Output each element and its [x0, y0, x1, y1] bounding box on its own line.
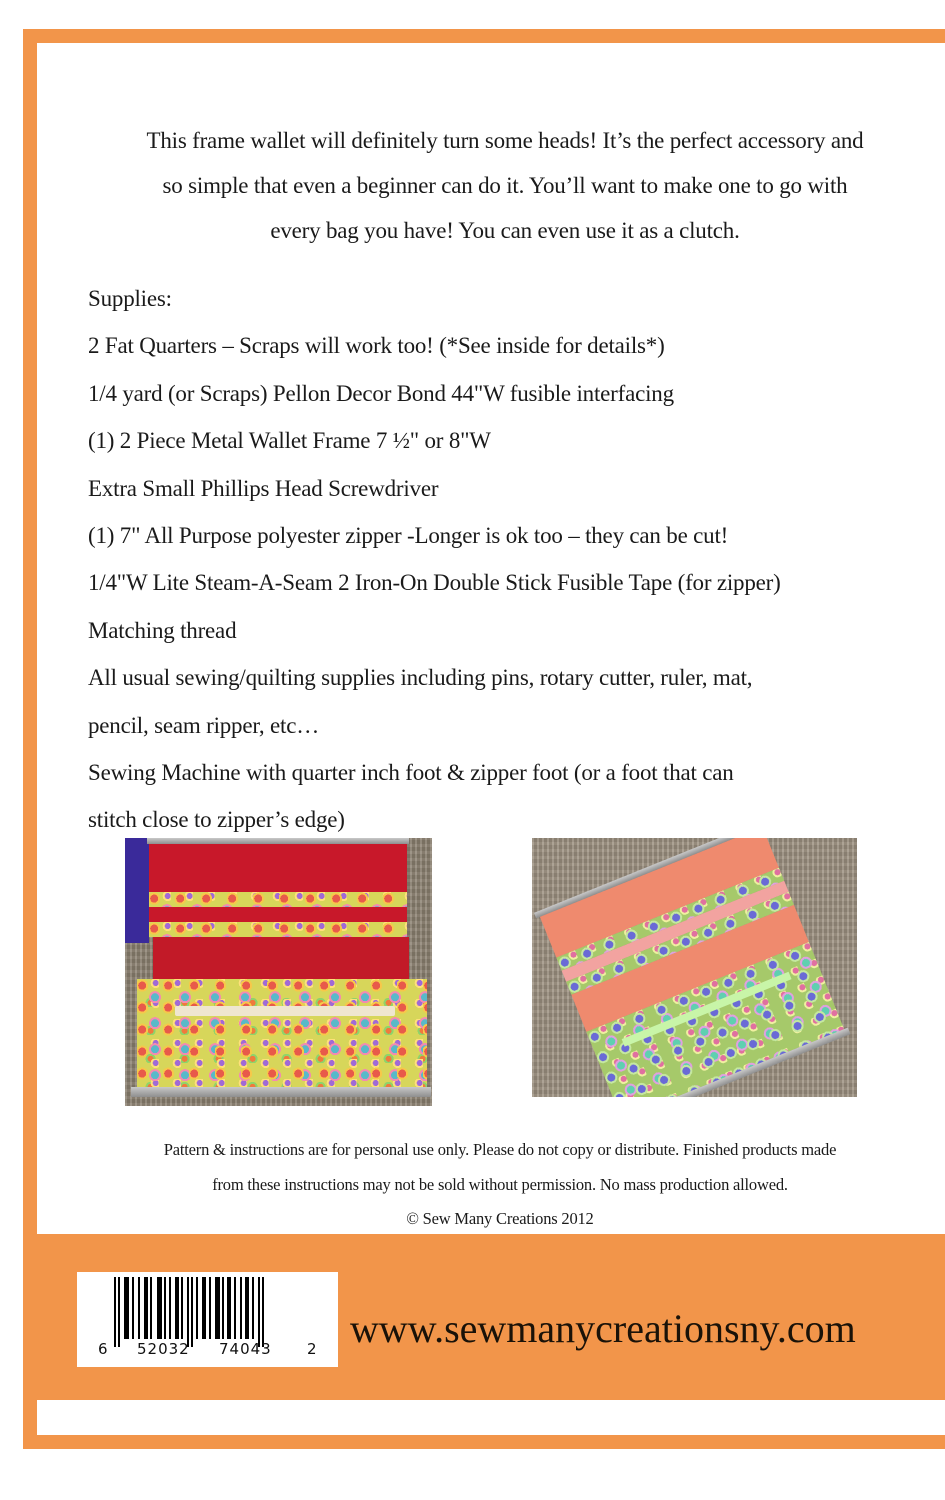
supplies-heading: Supplies:	[88, 286, 172, 311]
supply-item: All usual sewing/quilting supplies including pins, rotary cutter, ruler, mat,	[88, 665, 753, 691]
supply-item: Sewing Machine with quarter inch foot & zipper foot (or a foot that can	[88, 760, 734, 786]
purple-fabric-edge	[125, 838, 149, 943]
barcode-digit-last: 2	[307, 1340, 318, 1358]
wallet-photo-coral	[532, 838, 857, 1097]
floral-card-pocket	[149, 922, 407, 937]
notice-line: from these instructions may not be sold without permission. No mass production allowed.	[212, 1174, 788, 1194]
supply-item: 1/4 yard (or Scraps) Pellon Decor Bond 44"W fusible interfacing	[88, 380, 674, 406]
floral-zipper-pocket	[137, 979, 427, 1087]
notice-line: Pattern & instructions are for personal use only. Please do not copy or distribute. Finished products made	[163, 1140, 837, 1159]
red-lining-panel	[153, 937, 409, 979]
supply-item: 2 Fat Quarters – Scraps will work too! (*See inside for details*)	[88, 333, 665, 359]
metal-frame-bottom	[131, 1087, 431, 1097]
copyright: © Sew Many Creations 2012	[406, 1209, 594, 1228]
intro-paragraph	[80, 118, 930, 253]
intro-line: so simple that even a beginner can do it. You’ll want to make one to go with	[162, 173, 848, 198]
supply-item: pencil, seam ripper, etc…	[88, 712, 320, 738]
barcode-bars	[114, 1277, 299, 1344]
barcode-digit-first: 6	[98, 1340, 109, 1358]
supply-item: Matching thread	[88, 617, 237, 643]
website-url: www.sewmanycreationsny.com	[350, 1306, 856, 1351]
red-lining-strip	[149, 907, 407, 922]
floral-card-pocket	[149, 892, 407, 907]
orange-frame-top	[23, 29, 945, 43]
orange-frame-bottom	[23, 1435, 945, 1449]
red-lining-panel	[149, 844, 407, 892]
upc-barcode	[77, 1272, 338, 1367]
usage-notice	[60, 1133, 940, 1237]
supply-item: 1/4"W Lite Steam-A-Seam 2 Iron-On Double Stick Fusible Tape (for zipper)	[88, 570, 781, 596]
barcode-digits-left: 52032	[137, 1340, 190, 1358]
intro-line: This frame wallet will definitely turn some heads! It’s the perfect accessory and	[146, 128, 864, 153]
supply-item: stitch close to zipper’s edge)	[88, 807, 345, 833]
zipper	[175, 1006, 395, 1016]
supply-item: (1) 7" All Purpose polyester zipper -Longer is ok too – they can be cut!	[88, 523, 729, 549]
supply-item: Extra Small Phillips Head Screwdriver	[88, 475, 439, 501]
barcode-digits-right: 74043	[219, 1340, 272, 1358]
wallet-photo-red	[125, 838, 432, 1106]
supply-item: (1) 2 Piece Metal Wallet Frame 7 ½" or 8"W	[88, 428, 491, 454]
supplies-list	[88, 275, 928, 844]
intro-line: every bag you have! You can even use it as a clutch.	[270, 218, 740, 243]
